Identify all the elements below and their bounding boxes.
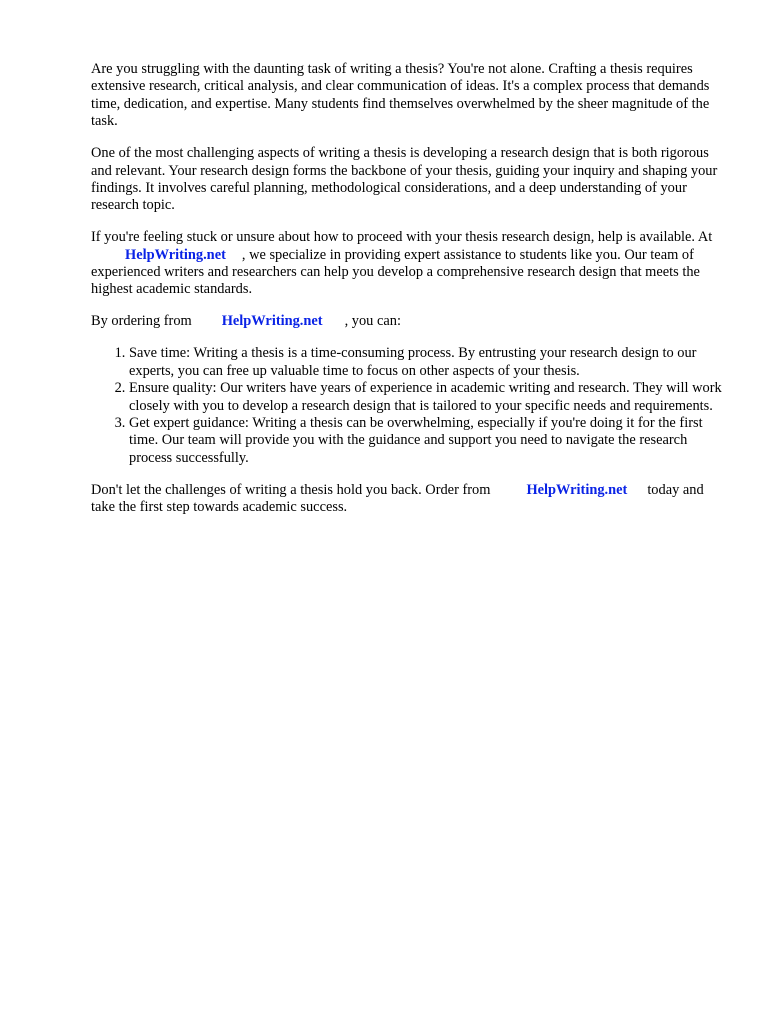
paragraph-intro: Are you struggling with the daunting task of writing a thesis? You're not alone. Crafting a thesis requires extensive research, critical analysis, and clear communication of ideas. It's a complex process that demands time, dedication, and expertise. Many students find themselves overwhelmed by the sheer magnitude of the task. — [91, 61, 710, 130]
helpwriting-link[interactable]: HelpWriting.net — [526, 481, 628, 498]
document-body — [91, 61, 731, 531]
paragraph-help-available — [91, 229, 731, 299]
paragraph-ordering-lead: By ordering from — [91, 313, 192, 330]
list-item: 2. Ensure quality: Our writers have years of experience in academic writing and research. They will work closely with you to develop a research design that is tailored to your specific needs and requirements. — [129, 380, 731, 415]
helpwriting-link[interactable]: HelpWriting.net — [125, 246, 226, 263]
paragraph-closing — [91, 482, 731, 517]
paragraph-ordering-tail: , you can: — [344, 313, 401, 330]
paragraph-help-available-tail: , we specialize in providing expert assistance to students like you. Our team of experienced writers and researchers can help you develop a comprehensive research design that meets the highest academic standards. — [91, 246, 700, 298]
list-item: 1. Save time: Writing a thesis is a time-consuming process. By entrusting your research design to our experts, you can free up valuable time to focus on other aspects of your thesis. — [129, 345, 731, 380]
benefits-list — [91, 345, 731, 467]
helpwriting-link[interactable]: HelpWriting.net — [221, 313, 323, 330]
paragraph-closing-lead: Don't let the challenges of writing a thesis hold you back. Order from — [91, 481, 491, 498]
list-item: 3. Get expert guidance: Writing a thesis can be overwhelming, especially if you're doing it for the first time. Our team will provide you with the guidance and support you need to navigate the research process successfully. — [129, 415, 731, 467]
paragraph-help-available-lead: If you're feeling stuck or unsure about how to proceed with your thesis research design, help is available. At — [91, 229, 713, 246]
paragraph-closing-tail: today and take the first step towards academic success. — [91, 481, 704, 516]
paragraph-ordering — [91, 313, 731, 330]
paragraph-research-design: One of the most challenging aspects of writing a thesis is developing a research design that is both rigorous and relevant. Your research design forms the backbone of your thesis, guiding your inquiry and shaping your findings. It involves careful planning, methodological considerations, and a deep understanding of your research topic. — [91, 145, 718, 214]
